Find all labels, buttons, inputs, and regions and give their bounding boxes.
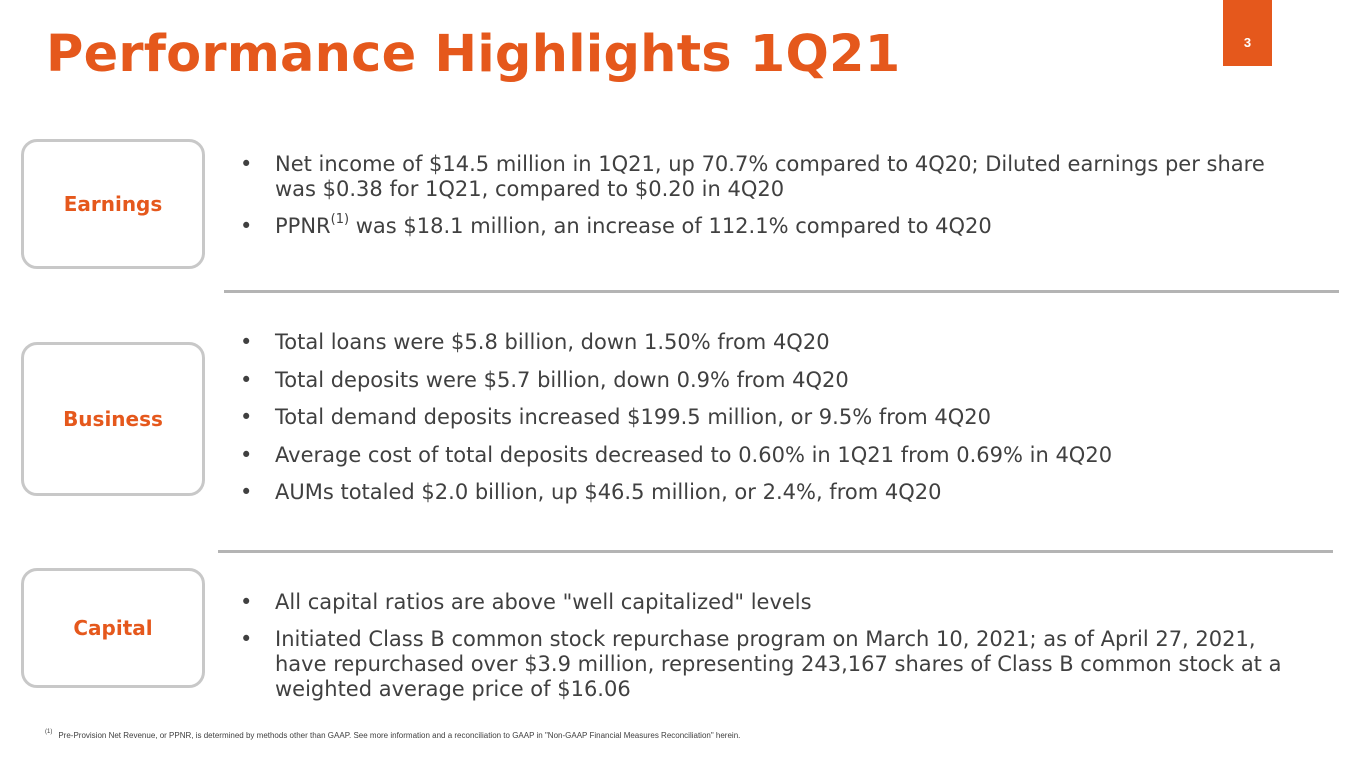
bullet-text: All capital ratios are above "well capitalized" levels: [275, 590, 812, 614]
list-item: [240, 330, 1310, 355]
bullet-icon: •: [240, 330, 253, 354]
page-number-badge: 3: [1223, 0, 1272, 66]
bullet-icon: •: [240, 480, 253, 504]
list-item: [240, 627, 1300, 702]
bullet-icon: •: [240, 214, 253, 238]
footnote: [45, 731, 740, 740]
earnings-label: Earnings: [63, 192, 163, 216]
bullet-icon: •: [240, 405, 253, 429]
list-item: [240, 480, 1310, 505]
page-title: Performance Highlights 1Q21: [46, 25, 901, 84]
list-item: [240, 368, 1310, 393]
bullet-text: Initiated Class B common stock repurchase program on March 10, 2021; as of April 27, 2021, have repurchased over $3.9 million, representing 243,167 shares of Class B common stock at a weighted average price of $16.06: [275, 627, 1282, 701]
business-bullet-list: [240, 330, 1310, 505]
list-item: [240, 590, 1300, 615]
business-label-box: [21, 342, 205, 496]
bullet-text: Net income of $14.5 million in 1Q21, up 70.7% compared to 4Q20; Diluted earnings per share was $0.38 for 1Q21, compared to $0.20 in 4Q20: [275, 152, 1265, 201]
capital-label-box: [21, 568, 205, 688]
footnote-reference: (1): [330, 212, 350, 227]
list-item: [240, 152, 1310, 202]
earnings-bullet-list: [240, 152, 1310, 239]
list-item: [240, 443, 1310, 468]
list-item: [240, 214, 1310, 239]
bullet-text: Average cost of total deposits decreased to 0.60% in 1Q21 from 0.69% in 4Q20: [275, 442, 1113, 467]
capital-label: Capital: [73, 616, 153, 640]
bullet-text: Total demand deposits increased $199.5 million, or 9.5% from 4Q20: [275, 405, 991, 429]
bullet-text-ppnr-suffix: was $18.1 million, an increase of 112.1% compared to 4Q20: [349, 214, 992, 238]
bullet-text: Total loans were $5.8 billion, down 1.50% from 4Q20: [275, 330, 830, 354]
bullet-icon: •: [240, 152, 253, 176]
bullet-text-ppnr-prefix: PPNR: [275, 214, 331, 238]
earnings-label-box: [21, 139, 205, 269]
capital-bullet-list: [240, 590, 1300, 702]
business-label: Business: [63, 407, 163, 431]
list-item: [240, 405, 1310, 430]
bullet-icon: •: [240, 442, 253, 467]
bullet-icon: •: [240, 590, 253, 614]
footnote-text: Pre-Provision Net Revenue, or PPNR, is determined by methods other than GAAP. See more information and a reconciliation to GAAP in "Non-GAAP Financial Measures Reconciliation" herein.: [58, 731, 741, 740]
bullet-text: AUMs totaled $2.0 billion, up $46.5 million, or 2.4%, from 4Q20: [275, 480, 942, 504]
section-divider: [224, 290, 1339, 293]
footnote-marker: (1): [45, 729, 53, 735]
section-divider: [218, 550, 1333, 553]
bullet-icon: •: [240, 627, 253, 651]
bullet-icon: •: [240, 367, 253, 392]
bullet-text: Total deposits were $5.7 billion, down 0.9% from 4Q20: [275, 367, 849, 392]
